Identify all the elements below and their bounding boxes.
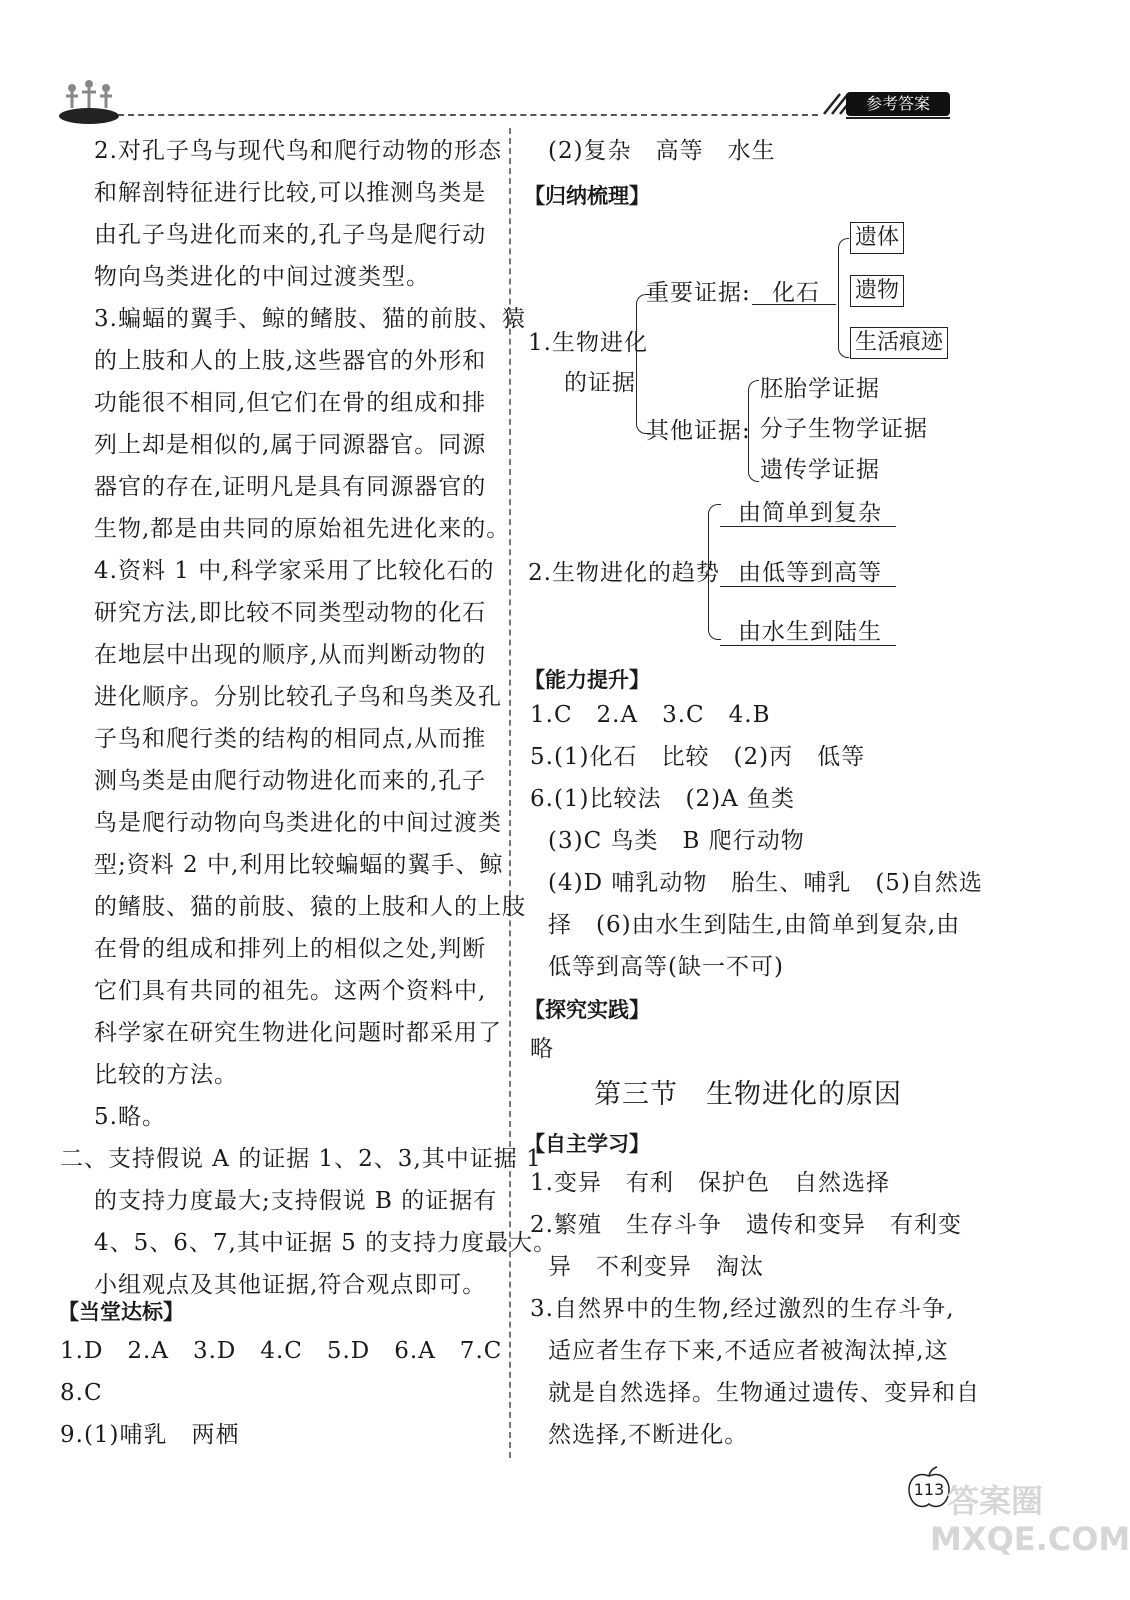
diagram1-other: 其他证据: [646,418,751,444]
diagram2-root: 2.生物进化的趋势 [528,560,720,586]
left-text-line: 型;资料 2 中,利用比较蝙蝠的翼手、鲸 [94,852,504,878]
diagram1-box-remains: 遗体 [850,222,904,254]
left-text-line: 进化顺序。分别比较孔子鸟和鸟类及孔 [94,684,502,710]
left-text-line: 子鸟和爬行类的结构的相同点,从而推 [94,726,487,752]
section-guina: 【归纳梳理】 [524,184,650,208]
diagram1-box-relics: 遗物 [850,275,904,307]
header-logo [58,78,120,124]
zizhu-answer-line: 异 不利变异 淘汰 [548,1254,764,1280]
zizhu-answer-line: 3.自然界中的生物,经过激烈的生存斗争, [530,1296,955,1322]
nengli-answer-line: 5.(1)化石 比较 (2)丙 低等 [530,744,866,770]
left-text-line: 由孔子鸟进化而来的,孔子鸟是爬行动 [94,222,487,248]
left-text-line: 鸟是爬行动物向鸟类进化的中间过渡类 [94,810,502,836]
diagram2-underline-2 [720,586,896,587]
left-text-line: 列上却是相似的,属于同源器官。同源 [94,432,487,458]
diagram1-other-2: 分子生物学证据 [760,416,928,442]
left-text-line: 研究方法,即比较不同类型动物的化石 [94,600,487,626]
dangtang-answer-line: 1.D 2.A 3.D 4.C 5.D 6.A 7.C [60,1338,503,1364]
nengli-answer-line: 6.(1)比较法 (2)A 鱼类 [530,786,796,812]
diagram1-root: 1.生物进化 [528,330,648,356]
section-title: 第三节 生物进化的原因 [594,1079,902,1110]
left-text-line: 5.略。 [94,1104,166,1130]
left-text-line: 在骨的组成和排列上的相似之处,判断 [94,936,487,962]
section-dangtang: 【当堂达标】 [58,1300,184,1324]
nengli-answer-line: 1.C 2.A 3.C 4.B [530,702,771,728]
diagram2-brace [708,504,721,640]
header-rule-right [846,117,950,119]
zizhu-answer-line: 1.变异 有利 保护色 自然选择 [530,1170,890,1196]
left-text-line: 在地层中出现的顺序,从而判断动物的 [94,642,487,668]
diagram2-underline-3 [720,645,896,646]
diagram1-other-3: 遗传学证据 [760,457,880,483]
left-text-line: 4.资料 1 中,科学家采用了比较化石的 [94,558,495,584]
left-text-line: 4、5、6、7,其中证据 5 的支持力度最大。 [94,1230,558,1256]
diagram2-underline-1 [720,526,896,527]
section-nengli: 【能力提升】 [524,668,650,692]
diagram1-fossil: 化石 [772,280,820,306]
diagram1-important: 重要证据: [646,280,751,306]
answer-label: 参考答案 [865,94,930,113]
section-tanjiu: 【探究实践】 [524,998,650,1022]
zizhu-answer-line: 2.繁殖 生存斗争 遗传和变异 有利变 [530,1212,962,1238]
left-text-line: 小组观点及其他证据,符合观点即可。 [94,1272,487,1298]
left-text-line: 的上肢和人的上肢,这些器官的外形和 [94,348,487,374]
left-text-line: 的支持力度最大;支持假说 B 的证据有 [94,1188,498,1214]
left-text-line: 科学家在研究生物进化问题时都采用了 [94,1020,502,1046]
zizhu-answer-line: 适应者生存下来,不适应者被淘汰掉,这 [548,1338,949,1364]
left-text-line: 3.蝙蝠的翼手、鲸的鳍肢、猫的前肢、猿 [94,306,526,332]
left-text-line: 它们具有共同的祖先。这两个资料中, [94,978,487,1004]
nengli-answer-line: (4)D 哺乳动物 胎生、哺乳 (5)自然选 [548,870,983,896]
left-text-line: 2.对孔子鸟与现代鸟和爬行动物的形态 [94,138,502,164]
left-text-line: 功能很不相同,但它们在骨的组成和排 [94,390,487,416]
diagram2-item-2: 由低等到高等 [738,560,882,586]
diagram1-main-brace [636,294,651,434]
left-text-line: 比较的方法。 [94,1062,238,1088]
diagram1-other-brace [748,380,759,482]
nengli-answer-line: 低等到高等(缺一不可) [548,954,784,980]
diagram2-item-1: 由简单到复杂 [738,500,882,526]
diagram1-fossil-brace [838,238,849,358]
diagram1-other-1: 胚胎学证据 [760,376,880,402]
diagram1-fossil-underline [752,304,836,305]
left-text-line: 二、支持假说 A 的证据 1、2、3,其中证据 1 [60,1146,542,1172]
diagram2-item-3: 由水生到陆生 [738,619,882,645]
dangtang-answer-line: 9.(1)哺乳 两栖 [60,1422,240,1448]
diagram1-box-traces: 生活痕迹 [850,327,948,359]
left-text-line: 器官的存在,证明凡是具有同源器官的 [94,474,487,500]
right-top-line: (2)复杂 高等 水生 [548,138,776,164]
zizhu-answer-line: 就是自然选择。生物通过遗传、变异和自 [548,1380,980,1406]
answer-label-tag [846,92,950,116]
diagram1-root2: 的证据 [564,370,636,396]
watermark: 答案圈 MXQE.COM [930,1482,1130,1558]
nengli-answer-line: 择 (6)由水生到陆生,由简单到复杂,由 [548,912,961,938]
zizhu-answer-line: 然选择,不断进化。 [548,1422,749,1448]
left-text-line: 和解剖特征进行比较,可以推测鸟类是 [94,180,487,206]
section-zizhu: 【自主学习】 [524,1132,650,1156]
nengli-answer-line: (3)C 鸟类 B 爬行动物 [548,828,805,854]
people-logo-icon [58,78,120,124]
left-text-line: 物向鸟类进化的中间过渡类型。 [94,264,430,290]
page-number: 113 [913,1480,945,1499]
header-dashed-rule [118,114,818,116]
left-text-line: 生物,都是由共同的原始祖先进化来的。 [94,516,511,542]
dangtang-answer-line: 8.C [60,1380,103,1406]
left-text-line: 的鳍肢、猫的前肢、猿的上肢和人的上肢 [94,894,526,920]
tanjiu-text: 略 [530,1036,554,1062]
left-text-line: 测鸟类是由爬行动物进化而来的,孔子 [94,768,487,794]
